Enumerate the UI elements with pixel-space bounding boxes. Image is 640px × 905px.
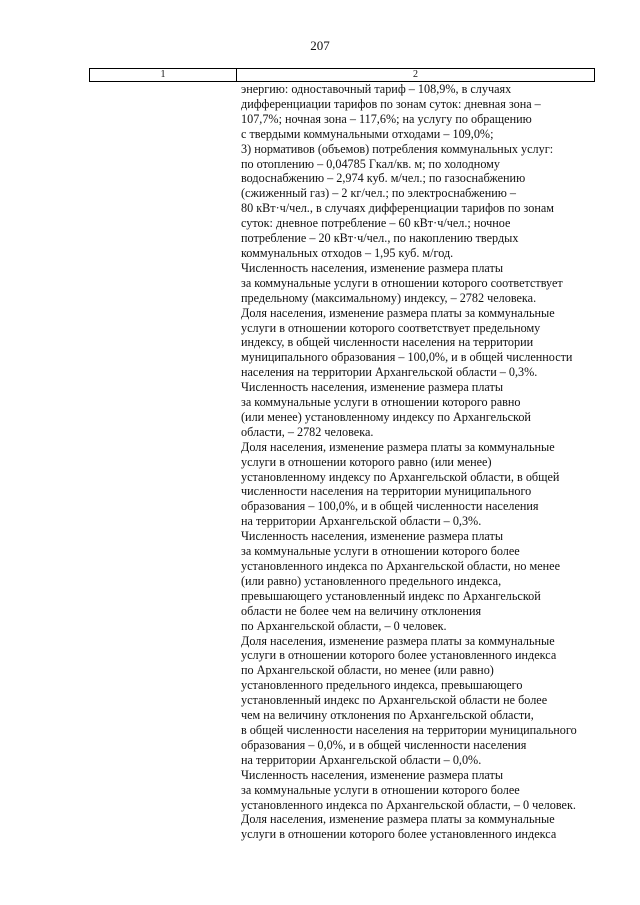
table-cell-text (241, 82, 613, 842)
text-line: 80 кВт·ч/чел., в случаях дифференциации тарифов по зонам (241, 201, 555, 216)
text-line: суток: дневное потребление – 60 кВт·ч/чел.; ночное (241, 216, 511, 231)
text-line: с твердыми коммунальными отходами – 109,0%; (241, 126, 494, 141)
text-line: населения на территории Архангельской области – 0,3%. (241, 365, 538, 380)
text-line: муниципального образования – 100,0%, и в общей численности (241, 350, 573, 365)
text-line: за коммунальные услуги в отношении которого соответствует (241, 275, 563, 290)
text-line: области, – 2782 человека. (241, 424, 374, 439)
text-line: области не более чем на величину отклонения (241, 603, 482, 618)
text-line: по Архангельской области, но менее (или равно) (241, 663, 494, 678)
text-line: (или менее) установленному индексу по Архангельской (241, 409, 531, 424)
text-line: Доля населения, изменение размера платы за коммунальные (241, 305, 555, 320)
text-line: превышающего установленный индекс по Архангельской (241, 588, 541, 603)
text-line: Численность населения, изменение размера платы (241, 529, 504, 544)
text-line: в общей численности населения на территории муниципального (241, 722, 577, 737)
text-line: Доля населения, изменение размера платы за коммунальные (241, 633, 555, 648)
text-line: на территории Архангельской области – 0,3%. (241, 514, 482, 529)
text-line: за коммунальные услуги в отношении которого более (241, 782, 520, 797)
text-line: за коммунальные услуги в отношении которого равно (241, 395, 521, 410)
text-line: Численность населения, изменение размера платы (241, 260, 504, 275)
text-line: 107,7%; ночная зона – 117,6%; на услугу по обращению (241, 111, 532, 126)
text-line: установленного индекса по Архангельской области, – 0 человек. (241, 797, 576, 812)
text-line: установленный индекс по Архангельской области не более (241, 693, 548, 708)
text-line: установленного индекса по Архангельской области, но менее (241, 559, 560, 573)
text-line: водоснабжению – 2,974 куб. м/чел.; по газоснабжению (241, 171, 526, 186)
text-line: Доля населения, изменение размера платы за коммунальные (241, 812, 555, 827)
text-line: предельному (максимальному) индексу, – 2782 человека. (241, 290, 537, 305)
text-line: Численность населения, изменение размера платы (241, 380, 504, 395)
text-line: на территории Архангельской области – 0,0%. (241, 752, 482, 767)
text-line: установленного предельного индекса, превышающего (241, 678, 523, 693)
text-line: Доля населения, изменение размера платы за коммунальные (241, 439, 555, 454)
text-line: энергию: одноставочный тариф – 108,9%, в случаях (241, 82, 512, 96)
text-line: услуги в отношении которого соответствует предельному (241, 320, 541, 335)
text-line: Численность населения, изменение размера платы (241, 767, 504, 782)
text-line: по отоплению – 0,04785 Гкал/кв. м; по холодному (241, 156, 500, 171)
text-line: индексу, в общей численности населения на территории (241, 335, 534, 350)
text-line: (или равно) установленного предельного индекса, (241, 573, 502, 588)
text-line: установленному индексу по Архангельской области, в общей (241, 469, 560, 484)
text-line: за коммунальные услуги в отношении которого более (241, 544, 520, 559)
text-line: услуги в отношении которого равно (или менее) (241, 454, 492, 469)
column-number-1: 1 (90, 69, 237, 81)
text-line: коммунальных отходов – 1,95 куб. м/год. (241, 245, 454, 260)
table-column-header (89, 68, 595, 82)
text-line: 3) нормативов (объемов) потребления коммунальных услуг: (241, 141, 554, 156)
text-line: чем на величину отклонения по Архангельской области, (241, 708, 534, 723)
column-number-2: 2 (413, 69, 418, 80)
text-line: по Архангельской области, – 0 человек. (241, 618, 447, 633)
text-line: дифференциации тарифов по зонам суток: дневная зона – (241, 96, 541, 111)
text-line: образования – 100,0%, и в общей численности населения (241, 499, 539, 514)
text-line: образования – 0,0%, и в общей численности населения (241, 737, 527, 752)
page-number: 207 (310, 38, 330, 53)
text-line: (сжиженный газ) – 2 кг/чел.; по электроснабжению – (241, 186, 516, 201)
text-line: услуги в отношении которого более установленного индекса (241, 827, 557, 842)
text-line: численности населения на территории муниципального (241, 484, 532, 499)
text-line: услуги в отношении которого более установленного индекса (241, 648, 557, 663)
text-line: потребление – 20 кВт·ч/чел., по накоплению твердых (241, 231, 519, 246)
